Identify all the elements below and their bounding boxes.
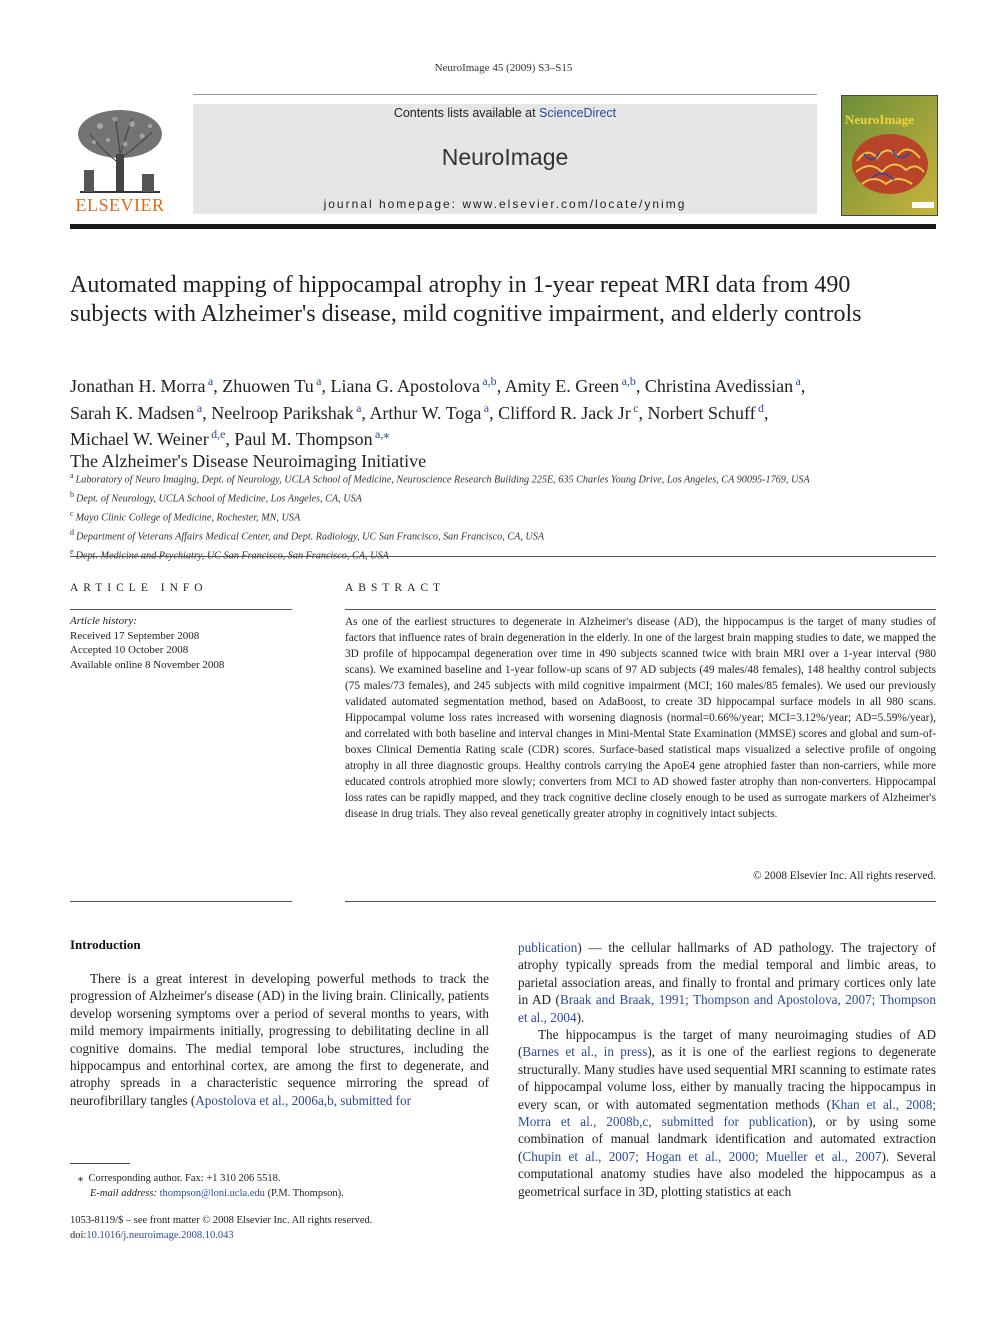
online-date: Available online 8 November 2008 <box>70 658 225 671</box>
citation-link-chupin[interactable]: Chupin et al., 2007; Hogan et al., 2000; Mueller et al., 2007 <box>522 1148 882 1164</box>
issn-line: 1053-8119/$ – see front matter © 2008 Elsevier Inc. All rights reserved. <box>70 1215 373 1226</box>
article-title: Automated mapping of hippocampal atrophy in 1-year repeat MRI data from 490 subjects with Alzheimer's disease, mild cognitive impairment, and elderly controls <box>70 272 862 327</box>
corresponding-author-line: ⁎ Corresponding author. Fax: +1 310 206 5518. <box>78 1173 281 1184</box>
front-matter <box>70 1214 490 1243</box>
journal-name: NeuroImage <box>441 144 569 170</box>
citation-link-khan[interactable]: Khan et al., 2008; Morra et al., 2008b,c, submitted for publication <box>518 1096 936 1130</box>
affiliation-d: $^d$ Department of Veterans Affairs Medical Center, and Dept. Radiology, UC San Francisco, San Francisco, CA, USA <box>70 527 545 543</box>
affiliation-list <box>70 469 936 563</box>
author-list: Jonathan H. Morra $^a$, Zhuowen Tu $^a$, Liana G. Apostolova $^{a,b}$, Amity E. Green $^{a,b}$, Christina Avedissian $^a$, Sarah K. Madsen $^a$, Neelroop Parikshak $^a$, Arthur W. Toga $^a$, Clifford R. Jack Jr $^c$, Norbert Schuff $^d$, Michael W. Weiner $^{d,e}$, Paul M. Thompson $^{a,⁎}$ The Alzheimer's Disease Neuroimaging Initiative <box>70 374 806 471</box>
abstract-rule <box>345 609 936 610</box>
abstract-bottom-rule <box>345 901 936 902</box>
elsevier-logo-text: ELSEVIER <box>75 195 165 215</box>
journal-cover[interactable] <box>841 95 938 216</box>
author-5[interactable]: Christina Avedissian $^a$ <box>644 374 801 396</box>
article-history <box>70 614 300 672</box>
masthead-bottom-rule <box>70 224 936 229</box>
citation-link-apostolova[interactable]: Apostolova et al., 2006a,b, submitted for <box>195 1092 411 1108</box>
journal-homepage[interactable]: journal homepage: www.elsevier.com/locate/ynimg <box>323 197 687 211</box>
affiliation-c: $^c$ Mayo Clinic College of Medicine, Rochester, MN, USA <box>70 508 301 524</box>
article-info-rule <box>70 609 292 610</box>
author-2[interactable]: Zhuowen Tu $^a$ <box>222 374 322 396</box>
citation-link-braak[interactable]: Braak and Braak, 1991; Thompson and Apostolova, 2007; Thompson et al., 2004 <box>518 992 936 1025</box>
footnote-marker: ⁎ <box>78 1173 84 1184</box>
intro-paragraph-1-continued: publication) — the cellular hallmarks of AD pathology. The trajectory of atrophy typically spreads from the medial temporal and limbic areas, to parietal association areas, and finally to frontal and primary cortices only late in AD (Braak and Braak, 1991; Thompson and Apostolova, 2007; Thompson et al., 2004). <box>518 940 936 1025</box>
abstract-text: As one of the earliest structures to degenerate in Alzheimer's disease (AD), the hippocampus is the target of many studies of factors that influence rates of brain degeneration in the elderly. In one of the largest brain mapping studies to date, we mapped the 3D profile of hippocampal degeneration over time in 490 subjects scanned twice with brain MRI over a 1-year interval (980 scans). We examined baseline and 1-year follow-up scans of 97 AD subjects (49 males/48 females), 148 healthy control subjects (75 males/73 females), and 245 subjects with mild cognitive impairment (MCI; 160 males/85 females). We used our previously validated automated segmentation method, based on AdaBoost, to create 3D hippocampal surface models in all 980 scans. Hippocampal volume loss rates increased with worsening diagnosis (normal=0.66%/year; MCI=3.12%/year; AD=5.59%/year), and correlated with both baseline and interval changes in Mini-Mental State Examination (MMSE) scores and global and sum-of-boxes Clinical Dementia Rating scale (CDR) scores. Surface-based statistical maps visualized a selective profile of ongoing atrophy in all three diagnostic groups. Healthy controls carrying the ApoE4 gene atrophied faster than non-carriers, while more educated controls atrophied more slowly; converters from MCI to AD showed faster atrophy than non-converters. Hippocampal loss rates can be rapidly mapped, and they track cognitive decline closely enough to be used as surrogate markers of Alzheimer's disease in drug trials. They also reveal genetically greater atrophy in cognitively intact subjects. <box>345 616 936 820</box>
journal-cover-title: NeuroImage <box>845 112 915 127</box>
accepted-date: Accepted 10 October 2008 <box>70 644 189 656</box>
right-column-text <box>518 939 936 1200</box>
author-12[interactable]: Paul M. Thompson $^{a,⁎}$ <box>234 427 390 449</box>
author-3[interactable]: Liana G. Apostolova $^{a,b}$ <box>330 374 497 396</box>
abstract-copyright: © 2008 Elsevier Inc. All rights reserved. <box>752 870 936 882</box>
affiliation-e: $^e$ Dept. Medicine and Psychiatry, UC San Francisco, San Francisco, CA, USA <box>70 546 389 561</box>
author-4[interactable]: Amity E. Green $^{a,b}$ <box>504 374 636 396</box>
doi-line: doi:10.1016/j.neuroimage.2008.10.043 <box>70 1229 234 1241</box>
author-9[interactable]: Clifford R. Jack Jr $^c$ <box>498 400 639 423</box>
received-date: Received 17 September 2008 <box>70 629 200 642</box>
affiliation-b: $^b$ Dept. of Neurology, UCLA School of Medicine, Los Angeles, CA, USA <box>70 489 362 505</box>
corresponding-author-footnote <box>70 1171 490 1201</box>
contents-lists-line <box>193 106 817 120</box>
author-6[interactable]: Sarah K. Madsen $^a$ <box>70 400 203 423</box>
doi-link[interactable]: 10.1016/j.neuroimage.2008.10.043 <box>86 1229 234 1241</box>
affiliation-a: $^a$ Laboratory of Neuro Imaging, Dept. of Neurology, UCLA School of Medicine, Neuroscience Research Building 225E, 635 Charles Young Drive, Los Angeles, CA 90095-1769, USA <box>70 471 810 486</box>
author-10[interactable]: Norbert Schuff $^d$ <box>647 400 765 423</box>
elsevier-logo[interactable] <box>70 104 170 216</box>
citation-link-barnes[interactable]: Barnes et al., in press <box>522 1044 648 1060</box>
contents-prefix: Contents lists available at <box>393 106 540 120</box>
masthead-top-rule <box>193 94 817 95</box>
footnote-rule <box>70 1163 130 1164</box>
affiliations-rule <box>70 556 936 557</box>
author-8[interactable]: Arthur W. Toga $^a$ <box>369 400 490 423</box>
email-line: E-mail address: thompson@loni.ucla.edu (P.M. Thompson). <box>90 1188 344 1199</box>
author-7[interactable]: Neelroop Parikshak $^a$ <box>211 400 362 423</box>
abstract-heading: ABSTRACT <box>345 582 446 594</box>
author-1[interactable]: Jonathan H. Morra $^a$ <box>70 374 214 396</box>
left-column-text <box>70 970 489 1109</box>
intro-paragraph-2: The hippocampus is the target of many neuroimaging studies of AD (Barnes et al., in press), as it is one of the earliest regions to degenerate structurally. Many studies have used sequential MRI scanning to estimate rates of hippocampal volume loss, either by manually tracing the hippocampus in every scan, or with automated segmentation methods (Khan et al., 2008; Morra et al., 2008b,c, submitted for publication), or by using some combination of manual landmark identification and automated extraction (Chupin et al., 2007; Hogan et al., 2000; Mueller et al., 2007). Several computational anatomy studies have also modeled the hippocampus as a geometrical surface in 3D, plotting statistics at each <box>518 1027 937 1199</box>
author-group: The Alzheimer's Disease Neuroimaging Initiative <box>70 450 427 471</box>
journal-citation: NeuroImage 45 (2009) S3–S15 <box>434 62 573 74</box>
intro-paragraph-1: There is a great interest in developing powerful methods to track the progression of Alzheimer's disease (AD) in the living brain. Clinically, patients develop worsening symptoms over a period of several months to years, with mild memory impairments initially, progressing to debilitating decline in all cognitive domains. The medial temporal lobe structures, including the hippocampus and entorhinal cortex, are among the first to degenerate, and atrophy spreads in a characteristic sequence mirroring the spread of neurofibrillary tangles (Apostolova et al., 2006a,b, submitted for <box>70 971 489 1108</box>
history-label: Article history: <box>70 615 137 627</box>
citation-link-publication[interactable]: publication <box>518 940 578 955</box>
article-info-heading: ARTICLE INFO <box>70 582 208 594</box>
journal-banner <box>193 104 817 214</box>
author-11[interactable]: Michael W. Weiner $^{d,e}$ <box>70 427 226 449</box>
article-info-bottom-rule <box>70 901 292 902</box>
introduction-heading: Introduction <box>70 937 141 952</box>
sciencedirect-link[interactable]: ScienceDirect <box>539 106 617 120</box>
elsevier-tree-icon <box>70 104 170 196</box>
email-link[interactable]: thompson@loni.ucla.edu <box>159 1188 265 1199</box>
